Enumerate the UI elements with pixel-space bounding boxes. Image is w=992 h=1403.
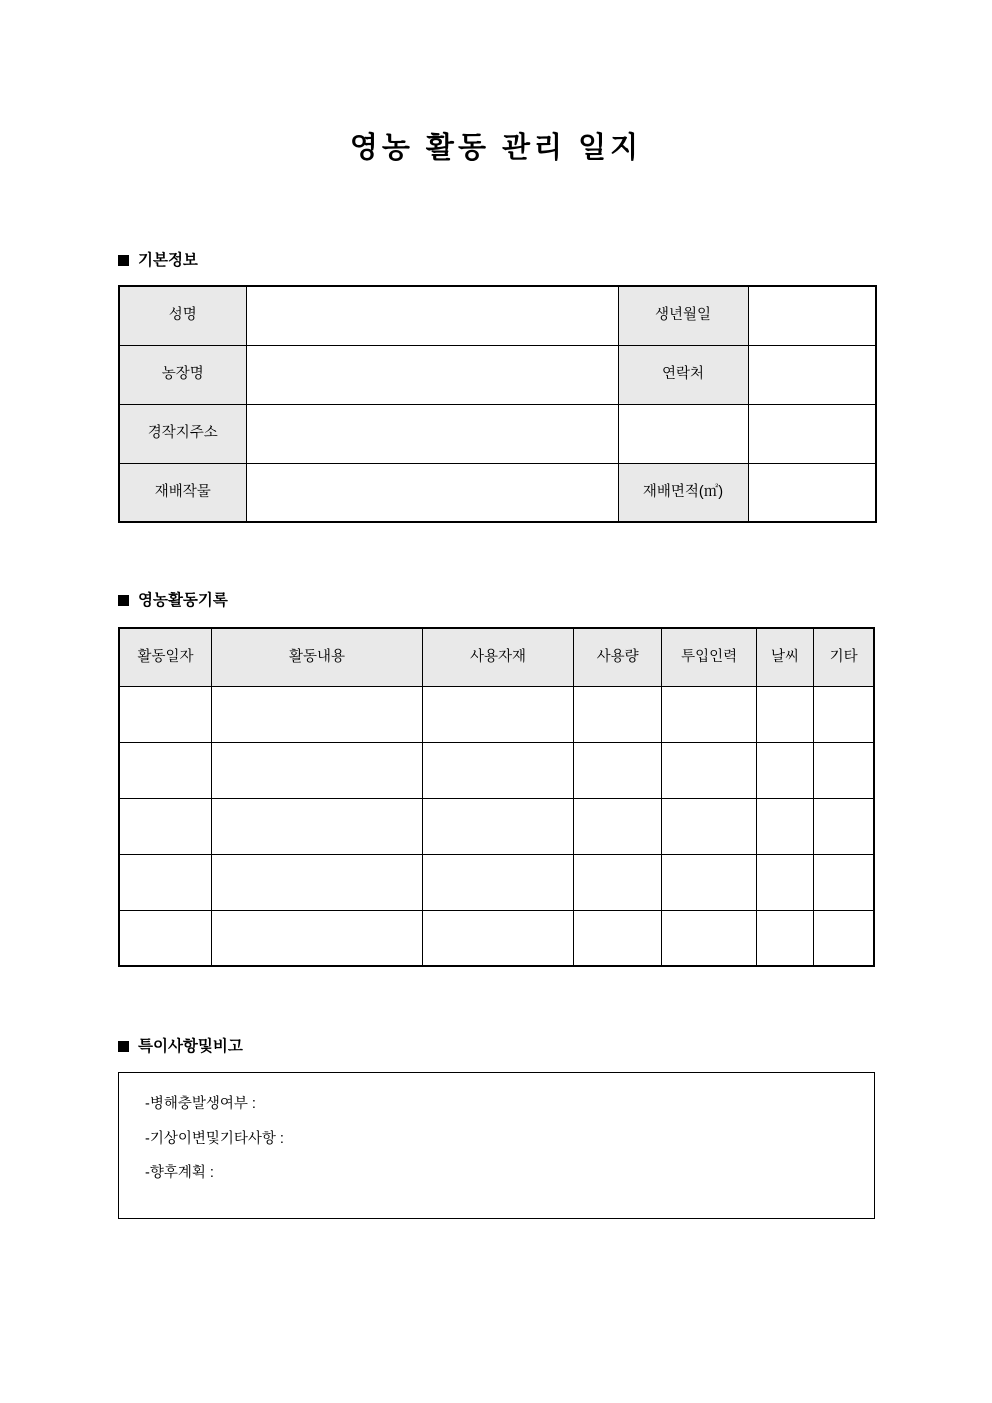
black-square-icon: [118, 595, 129, 606]
cell-materials-used[interactable]: [423, 910, 574, 966]
field-label-farmland-address: 경작지주소: [119, 404, 246, 463]
table-header-row: [119, 628, 874, 686]
basic-info-table: [118, 285, 877, 523]
cell-labor-input[interactable]: [662, 798, 757, 854]
cell-materials-used[interactable]: [423, 798, 574, 854]
cell-usage-amount[interactable]: [573, 854, 661, 910]
table-row: [119, 404, 876, 463]
field-label-contact: 연락처: [618, 345, 748, 404]
cell-weather[interactable]: [756, 798, 813, 854]
cell-weather[interactable]: [756, 742, 813, 798]
table-row: [119, 742, 874, 798]
page-title: 영농 활동 관리 일지: [349, 132, 643, 164]
cell-materials-used[interactable]: [423, 686, 574, 742]
field-label-crop: 재배작물: [119, 463, 246, 522]
field-label-name: 성명: [119, 286, 246, 345]
cell-activity-content[interactable]: [211, 910, 422, 966]
section-heading-basic-info: [118, 253, 198, 269]
cell-etc[interactable]: [814, 742, 874, 798]
cell-activity-date[interactable]: [119, 742, 211, 798]
cell-activity-content[interactable]: [211, 742, 422, 798]
cell-usage-amount[interactable]: [573, 798, 661, 854]
table-row: [119, 854, 874, 910]
table-row: [119, 798, 874, 854]
cell-activity-content[interactable]: [211, 686, 422, 742]
cell-labor-input[interactable]: [662, 910, 757, 966]
field-label-farm-name: 농장명: [119, 345, 246, 404]
cell-etc[interactable]: [814, 854, 874, 910]
cell-weather[interactable]: [756, 910, 813, 966]
column-header-weather: 날씨: [756, 628, 813, 686]
table-row: [119, 686, 874, 742]
cell-activity-date[interactable]: [119, 686, 211, 742]
table-row: [119, 286, 876, 345]
table-row: [119, 910, 874, 966]
column-header-usage-amount: 사용량: [573, 628, 661, 686]
column-header-labor-input: 투입인력: [662, 628, 757, 686]
section-heading-activity-record-label: 영농활동기록: [138, 592, 228, 609]
cell-labor-input[interactable]: [662, 854, 757, 910]
field-value-birthdate[interactable]: [748, 286, 876, 345]
cell-etc[interactable]: [814, 686, 874, 742]
column-header-activity-content: 활동내용: [211, 628, 422, 686]
cell-usage-amount[interactable]: [573, 686, 661, 742]
field-value-crop[interactable]: [246, 463, 618, 522]
black-square-icon: [118, 1041, 129, 1052]
field-value-name[interactable]: [246, 286, 618, 345]
cell-usage-amount[interactable]: [573, 910, 661, 966]
section-heading-basic-info-label: 기본정보: [138, 252, 198, 269]
field-value-cultivation-area[interactable]: [748, 463, 876, 522]
field-value-farmland-address[interactable]: [246, 404, 618, 463]
cell-materials-used[interactable]: [423, 854, 574, 910]
field-value-empty[interactable]: [748, 404, 876, 463]
cell-weather[interactable]: [756, 686, 813, 742]
section-heading-remarks: [118, 1039, 243, 1055]
column-header-activity-date: 활동일자: [119, 628, 211, 686]
remarks-line-future-plan: -향후계획 :: [145, 1165, 214, 1181]
cell-activity-content[interactable]: [211, 798, 422, 854]
cell-activity-date[interactable]: [119, 854, 211, 910]
cell-labor-input[interactable]: [662, 742, 757, 798]
field-value-contact[interactable]: [748, 345, 876, 404]
remarks-line-weather-anomaly: -기상이변및기타사항 :: [145, 1130, 284, 1147]
cell-labor-input[interactable]: [662, 686, 757, 742]
section-heading-activity-record: [118, 593, 228, 609]
cell-activity-content[interactable]: [211, 854, 422, 910]
field-value-farm-name[interactable]: [246, 345, 618, 404]
table-row: [119, 345, 876, 404]
field-label-birthdate: 생년월일: [618, 286, 748, 345]
remarks-line-pest-occurrence: -병해충발생여부 :: [145, 1096, 256, 1112]
column-header-etc: 기타: [814, 628, 874, 686]
activity-record-table: [118, 627, 875, 967]
cell-activity-date[interactable]: [119, 910, 211, 966]
section-heading-remarks-label: 특이사항및비고: [138, 1038, 243, 1055]
cell-etc[interactable]: [814, 910, 874, 966]
cell-weather[interactable]: [756, 854, 813, 910]
black-square-icon: [118, 255, 129, 266]
table-row: [119, 463, 876, 522]
cell-materials-used[interactable]: [423, 742, 574, 798]
column-header-materials-used: 사용자재: [423, 628, 574, 686]
cell-usage-amount[interactable]: [573, 742, 661, 798]
field-label-cultivation-area: 재배면적(㎡): [618, 463, 748, 522]
cell-activity-date[interactable]: [119, 798, 211, 854]
cell-etc[interactable]: [814, 798, 874, 854]
field-label-empty: [618, 404, 748, 463]
remarks-textarea[interactable]: [118, 1072, 875, 1219]
